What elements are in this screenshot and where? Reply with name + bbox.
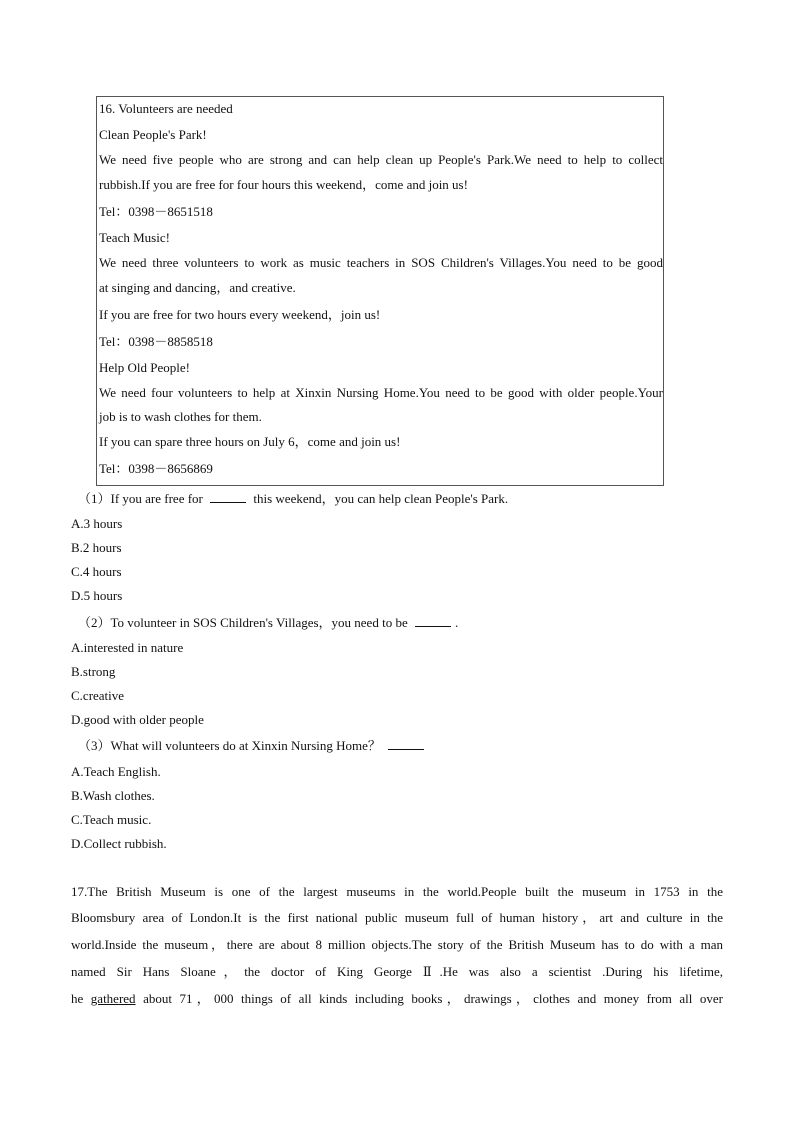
option-a: A.Teach English. xyxy=(71,764,161,779)
question-1 xyxy=(78,490,508,507)
notice-text-line: If you are free for two hours every weekend，join us! xyxy=(99,307,381,322)
passage-17-line: 17.The British Museum is one of the largest museums in the world.People built the museum in 1753 in the xyxy=(71,884,723,899)
option-b: B.2 hours xyxy=(71,540,122,555)
passage-17-line: Bloomsbury area of London.It is the first national public museum full of human history，art and culture in the xyxy=(71,910,723,925)
option-c: C.4 hours xyxy=(71,564,122,579)
answer-blank xyxy=(415,614,451,627)
passage-17-line: world.Inside the museum，there are about 8 million objects.The story of the British Museum has to do with a man xyxy=(71,937,723,952)
notice-text-line: If you can spare three hours on July 6，come and join us! xyxy=(99,434,401,449)
notice-title: 16. Volunteers are needed xyxy=(99,101,233,116)
notice-tel-music: Tel：0398－8858518 xyxy=(99,334,213,349)
notice-heading-old-people: Help Old People! xyxy=(99,360,190,375)
notice-text-line: We need five people who are strong and can help clean up People's Park.We need to help to collect xyxy=(99,152,663,167)
question-3-stem: （3）What will volunteers do at Xinxin Nursing Home？ xyxy=(78,738,381,753)
question-3 xyxy=(78,737,428,754)
notice-text-line: We need three volunteers to work as music teachers in SOS Children's Villages.You need to be good xyxy=(99,255,663,270)
notice-heading-park: Clean People's Park! xyxy=(99,127,207,142)
question-2-stem: （2）To volunteer in SOS Children's Villages，you need to be xyxy=(78,615,408,630)
option-c: C.Teach music. xyxy=(71,812,152,827)
question-1-stem: （1）If you are free for xyxy=(78,491,203,506)
notice-heading-music: Teach Music! xyxy=(99,230,170,245)
answer-blank xyxy=(210,490,246,503)
notice-text-line: at singing and dancing，and creative. xyxy=(99,280,296,295)
option-a: A.3 hours xyxy=(71,516,123,531)
underlined-word-gathered: gathered xyxy=(90,991,136,1006)
question-2 xyxy=(78,614,458,631)
volunteer-notice-box xyxy=(96,96,664,486)
question-2-stem-end: . xyxy=(454,615,459,630)
passage-text: he xyxy=(71,991,84,1006)
notice-tel-old-people: Tel：0398－8656869 xyxy=(99,461,213,476)
notice-text-line: job is to wash clothes for them. xyxy=(99,409,262,424)
notice-tel-park: Tel：0398－8651518 xyxy=(99,204,213,219)
option-d: D.5 hours xyxy=(71,588,123,603)
answer-blank xyxy=(388,737,424,750)
option-a: A.interested in nature xyxy=(71,640,184,655)
option-b: B.Wash clothes. xyxy=(71,788,155,803)
notice-text-line: rubbish.If you are free for four hours this weekend，come and join us! xyxy=(99,177,468,192)
passage-17-line xyxy=(71,991,723,1007)
passage-text: about 71，000 things of all kinds including books，drawings，clothes and money from all over xyxy=(143,991,724,1006)
question-1-stem-end: this weekend，you can help clean People's Park. xyxy=(253,491,509,506)
notice-text-line: We need four volunteers to help at Xinxin Nursing Home.You need to be good with older people.Your xyxy=(99,385,663,400)
option-c: C.creative xyxy=(71,688,125,703)
passage-17-line: named Sir Hans Sloane，the doctor of King George Ⅱ.He was also a scientist .During his lifetime, xyxy=(71,964,723,979)
option-b: B.strong xyxy=(71,664,116,679)
option-d: D.good with older people xyxy=(71,712,204,727)
option-d: D.Collect rubbish. xyxy=(71,836,167,851)
